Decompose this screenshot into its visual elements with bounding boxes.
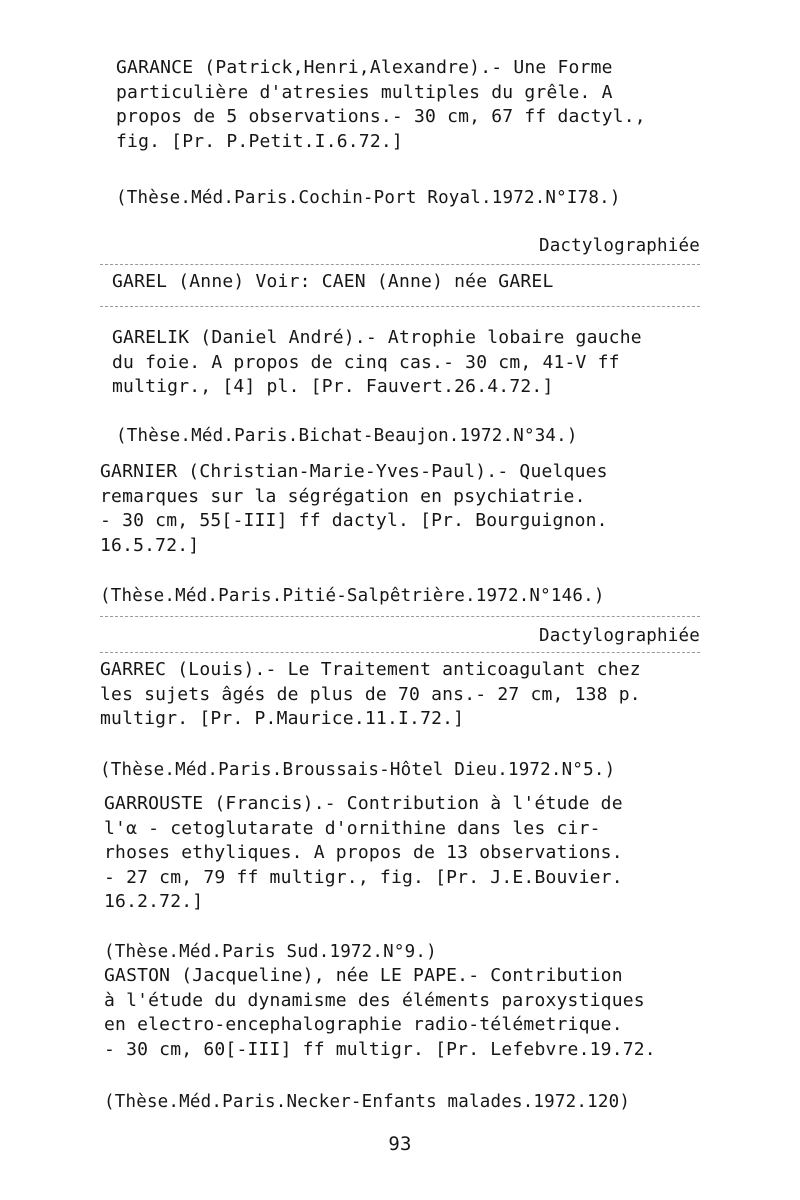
entry-source: (Thèse.Méd.Paris.Cochin-Port Royal.1972.N°I78.) xyxy=(116,188,621,208)
entry-line: l'α - cetoglutarate d'ornithine dans les cir- xyxy=(104,817,601,839)
entry-line: du foie. A propos de cinq cas.- 30 cm, 41-V ff xyxy=(112,351,620,373)
entry-line: multigr., [4] pl. [Pr. Fauvert.26.4.72.] xyxy=(112,376,554,397)
entry-line: rhoses ethyliques. A propos de 13 observations. xyxy=(104,842,623,863)
entry-line: - 30 cm, 60[-III] ff multigr. [Pr. Lefebvre.19.72. xyxy=(104,1038,656,1060)
entry-line: particulière d'atresies multiples du grêle. A xyxy=(116,81,613,103)
entry-line: 16.5.72.] xyxy=(100,534,200,556)
entry-note: Dactylographiée xyxy=(538,626,700,646)
entry-line: GARROUSTE (Francis).- Contribution à l'étude de xyxy=(104,793,623,814)
divider xyxy=(100,306,700,307)
entry-line: GARNIER (Christian-Marie-Yves-Paul).- Quelques xyxy=(100,461,608,482)
divider xyxy=(100,652,700,653)
entry-source: (Thèse.Méd.Paris.Pitié-Salpêtrière.1972.N°146.) xyxy=(100,586,605,606)
catalog-entry xyxy=(112,270,724,295)
entry-line: - 27 cm, 79 ff multigr., fig. [Pr. J.E.Bouvier. xyxy=(104,866,623,888)
entry-source: (Thèse.Méd.Paris.Broussais-Hôtel Dieu.1972.N°5.) xyxy=(100,760,616,780)
page-number: 93 xyxy=(388,1133,412,1155)
catalog-entry xyxy=(104,964,716,1062)
entry-line: GARANCE (Patrick,Henri,Alexandre).- Une Forme xyxy=(116,57,613,78)
entry-source: (Thèse.Méd.Paris.Necker-Enfants malades.1972.120) xyxy=(104,1092,631,1112)
entry-line: GARREC (Louis).- Le Traitement anticoagulant chez xyxy=(100,659,641,680)
entry-source: (Thèse.Méd.Paris.Bichat-Beaujon.1972.N°34.) xyxy=(116,426,578,446)
entry-line: GARELIK (Daniel André).- Atrophie lobaire gauche xyxy=(112,327,642,348)
entry-line: les sujets âgés de plus de 70 ans.- 27 cm, 138 p. xyxy=(100,683,641,705)
catalog-entry xyxy=(112,326,724,400)
catalog-entry xyxy=(116,56,728,154)
entry-line: propos de 5 observations.- 30 cm, 67 ff dactyl., xyxy=(116,106,646,127)
entry-source: (Thèse.Méd.Paris Sud.1972.N°9.) xyxy=(104,942,437,962)
entry-line: à l'étude du dynamisme des éléments paroxystiques xyxy=(104,989,645,1011)
entry-line: 16.2.72.] xyxy=(104,891,204,912)
divider xyxy=(100,616,700,617)
entry-line: GASTON (Jacqueline), née LE PAPE.- Contribution xyxy=(104,965,623,986)
entry-line: fig. [Pr. P.Petit.I.6.72.] xyxy=(116,130,403,152)
entry-line: remarques sur la ségrégation en psychiatrie. xyxy=(100,485,586,507)
entry-line: multigr. [Pr. P.Maurice.11.I.72.] xyxy=(100,708,465,729)
catalog-entry xyxy=(104,792,716,915)
divider xyxy=(100,264,700,265)
entry-line: en electro-encephalographie radio-télémetrique. xyxy=(104,1014,623,1035)
entry-line: - 30 cm, 55[-III] ff dactyl. [Pr. Bourguignon. xyxy=(100,510,608,531)
catalog-entry xyxy=(100,658,712,732)
entry-line: GAREL (Anne) Voir: CAEN (Anne) née GAREL xyxy=(112,271,554,292)
catalog-entry xyxy=(100,460,712,558)
entry-note: Dactylographiée xyxy=(538,236,700,256)
